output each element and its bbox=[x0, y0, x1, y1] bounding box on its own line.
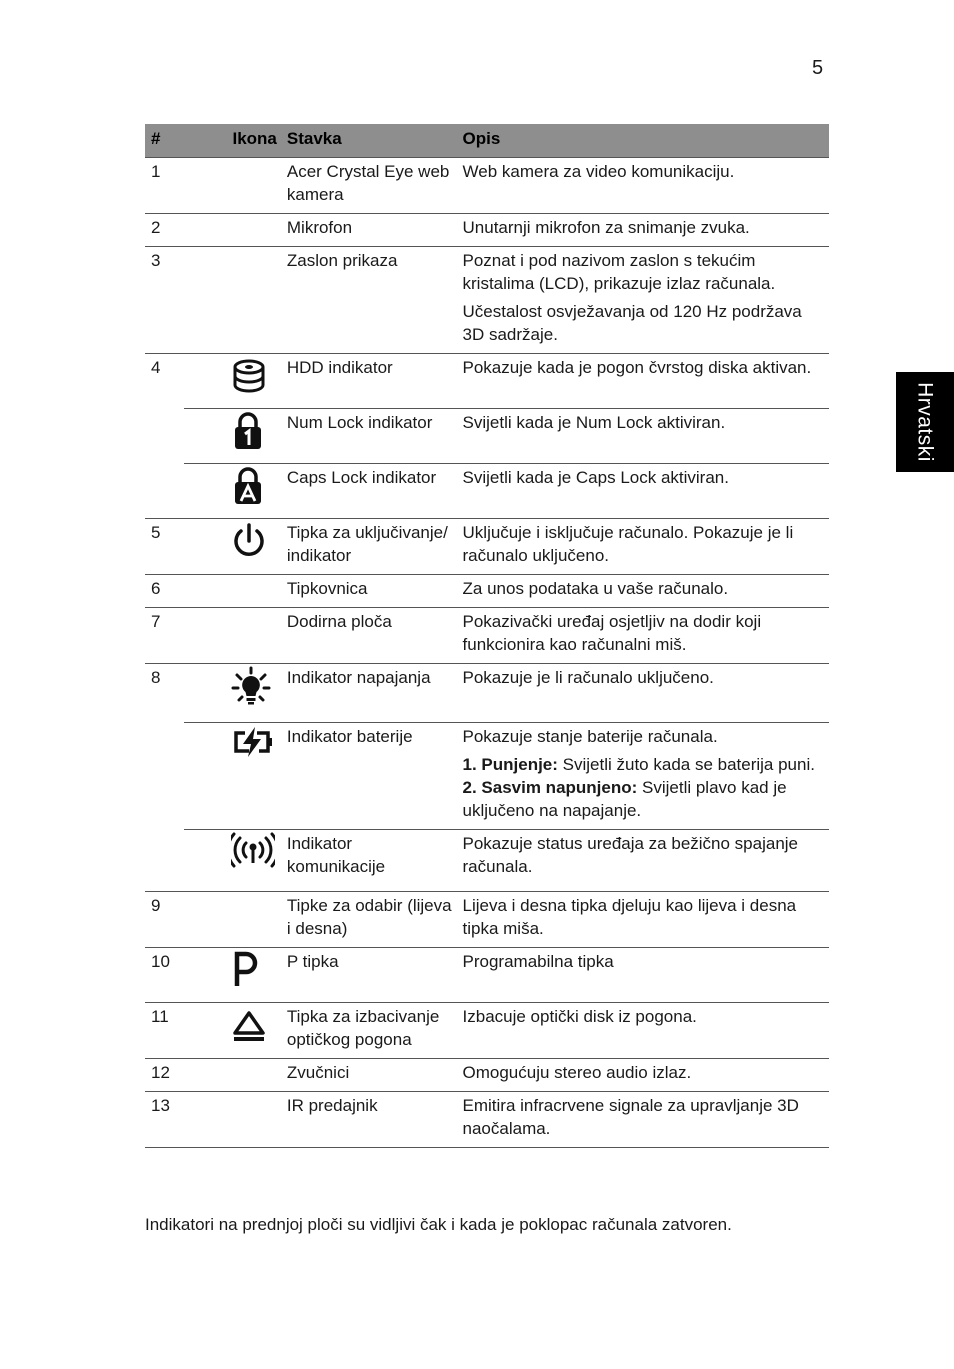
row-icon bbox=[184, 830, 280, 892]
table-row bbox=[145, 519, 829, 575]
row-desc: Pokazuje status uređaja za bežično spajanje računala. bbox=[457, 830, 829, 892]
row-num bbox=[145, 830, 184, 892]
row-item: Dodirna ploča bbox=[281, 608, 457, 664]
row-item: Tipke za odabir (lijeva i desna) bbox=[281, 892, 457, 948]
power-indicator-light-icon bbox=[231, 666, 271, 706]
row-desc: Pokazuje kada je pogon čvrstog diska aktivan. bbox=[457, 354, 829, 409]
row-item: Zvučnici bbox=[281, 1059, 457, 1092]
row-item: Mikrofon bbox=[281, 214, 457, 247]
row-icon-empty bbox=[184, 892, 280, 948]
row-item: IR predajnik bbox=[281, 1092, 457, 1148]
row-num: 5 bbox=[145, 519, 184, 575]
table-row bbox=[145, 409, 829, 464]
eject-icon bbox=[231, 1005, 267, 1045]
row-num: 4 bbox=[151, 358, 161, 377]
language-tab-label: Hrvatski bbox=[913, 382, 937, 462]
row-item: Indikator napajanja bbox=[281, 664, 457, 723]
row-icon-empty bbox=[184, 1059, 280, 1092]
table-row bbox=[145, 948, 829, 1003]
row-desc: Pokazuje je li računalo uključeno. bbox=[457, 664, 829, 723]
step-text: Svijetli plavo kad je uključeno na napajanje. bbox=[462, 778, 787, 820]
table-row bbox=[145, 892, 829, 948]
row-desc: Unutarnji mikrofon za snimanje zvuka. bbox=[457, 214, 829, 247]
row-item: HDD indikator bbox=[281, 354, 457, 409]
row-item: Acer Crystal Eye web kamera bbox=[281, 158, 457, 214]
row-num bbox=[145, 464, 184, 519]
charging-steps bbox=[463, 753, 825, 822]
table-row bbox=[145, 158, 829, 214]
row-item: Caps Lock indikator bbox=[281, 464, 457, 519]
num-lock-icon bbox=[231, 411, 265, 451]
row-num: 2 bbox=[145, 214, 184, 247]
step-label: 2. Sasvim napunjeno: bbox=[462, 778, 638, 797]
row-desc: Za unos podataka u vaše računalo. bbox=[457, 575, 829, 608]
language-tab bbox=[896, 372, 954, 472]
row-icon bbox=[184, 354, 280, 409]
table-row bbox=[145, 1059, 829, 1092]
row-num: 1 bbox=[145, 158, 184, 214]
caps-lock-icon bbox=[231, 466, 265, 506]
row-item: Tipka za uključivanje/ indikator bbox=[281, 519, 457, 575]
row-desc: Uključuje i isključuje računalo. Pokazuje je li računalo uključeno. bbox=[457, 519, 829, 575]
footnote: Indikatori na prednjoj ploči su vidljivi čak i kada je poklopac računala zatvoren. bbox=[145, 1215, 732, 1234]
row-num: 9 bbox=[145, 892, 184, 948]
components-table bbox=[145, 124, 829, 1148]
table-row bbox=[145, 575, 829, 608]
row-num bbox=[145, 723, 184, 830]
row-desc-line: Učestalost osvježavanja od 120 Hz podržava 3D sadržaje. bbox=[462, 302, 802, 344]
row-desc-line: Pokazuje stanje baterije računala. bbox=[462, 727, 718, 746]
row-desc: Izbacuje optički disk iz pogona. bbox=[457, 1003, 829, 1059]
row-item: Tipkovnica bbox=[281, 575, 457, 608]
table-row bbox=[145, 1003, 829, 1059]
row-num: 10 bbox=[145, 948, 184, 1003]
step-label: 1. Punjenje: bbox=[462, 755, 558, 774]
table-row bbox=[145, 723, 829, 830]
row-desc: Omogućuju stereo audio izlaz. bbox=[457, 1059, 829, 1092]
row-item: Indikator baterije bbox=[281, 723, 457, 830]
row-num: 6 bbox=[145, 575, 184, 608]
row-num: 13 bbox=[145, 1092, 184, 1148]
row-icon bbox=[184, 519, 280, 575]
row-desc: Svijetli kada je Caps Lock aktiviran. bbox=[457, 464, 829, 519]
table-header-row bbox=[145, 124, 829, 158]
table-row bbox=[145, 247, 829, 354]
row-icon-empty bbox=[184, 1092, 280, 1148]
row-icon bbox=[184, 948, 280, 1003]
row-desc bbox=[457, 247, 829, 354]
row-icon bbox=[184, 723, 280, 830]
row-num: 11 bbox=[145, 1003, 184, 1059]
row-desc-line: Poznat i pod nazivom zaslon s tekućim kristalima (LCD), prikazuje izlaz računala. bbox=[462, 251, 776, 293]
table-row bbox=[145, 830, 829, 892]
row-desc: Emitira infracrvene signale za upravljanje 3D naočalama. bbox=[457, 1092, 829, 1148]
row-icon bbox=[184, 464, 280, 519]
hdd-icon bbox=[231, 356, 267, 398]
row-desc: Lijeva i desna tipka djeluju kao lijeva i desna tipka miša. bbox=[457, 892, 829, 948]
row-icon bbox=[184, 1003, 280, 1059]
power-icon bbox=[231, 521, 267, 561]
row-item: Indikator komunikacije bbox=[281, 830, 457, 892]
row-item: Zaslon prikaza bbox=[281, 247, 457, 354]
row-icon-empty bbox=[184, 247, 280, 354]
row-icon-empty bbox=[184, 158, 280, 214]
row-desc bbox=[457, 723, 829, 830]
table-row bbox=[145, 354, 829, 409]
wireless-icon bbox=[231, 832, 275, 868]
table-row bbox=[145, 214, 829, 247]
row-desc: Pokazivački uređaj osjetljiv na dodir koji funkcionira kao računalni miš. bbox=[457, 608, 829, 664]
table-row bbox=[145, 464, 829, 519]
row-num: 3 bbox=[145, 247, 184, 354]
step-text: Svijetli žuto kada se baterija puni. bbox=[557, 755, 815, 774]
row-desc: Programabilna tipka bbox=[457, 948, 829, 1003]
table-row bbox=[145, 608, 829, 664]
p-key-icon bbox=[231, 950, 261, 988]
row-icon-empty bbox=[184, 575, 280, 608]
row-icon bbox=[184, 409, 280, 464]
row-item: Tipka za izbacivanje optičkog pogona bbox=[281, 1003, 457, 1059]
row-desc: Web kamera za video komunikaciju. bbox=[457, 158, 829, 214]
row-desc: Svijetli kada je Num Lock aktiviran. bbox=[457, 409, 829, 464]
header-item: Stavka bbox=[281, 124, 457, 158]
header-icon: Ikona bbox=[184, 124, 280, 158]
row-item: Num Lock indikator bbox=[281, 409, 457, 464]
battery-charging-icon bbox=[231, 725, 275, 759]
header-num: # bbox=[145, 124, 184, 158]
row-num: 7 bbox=[145, 608, 184, 664]
table-row bbox=[145, 664, 829, 723]
row-icon-empty bbox=[184, 608, 280, 664]
row-num: 12 bbox=[145, 1059, 184, 1092]
table-row bbox=[145, 1092, 829, 1148]
row-icon-empty bbox=[184, 214, 280, 247]
row-item: P tipka bbox=[281, 948, 457, 1003]
row-num bbox=[145, 409, 184, 464]
page-number: 5 bbox=[812, 57, 824, 79]
row-icon bbox=[184, 664, 280, 723]
header-desc: Opis bbox=[457, 124, 829, 158]
row-num: 8 bbox=[151, 668, 161, 687]
